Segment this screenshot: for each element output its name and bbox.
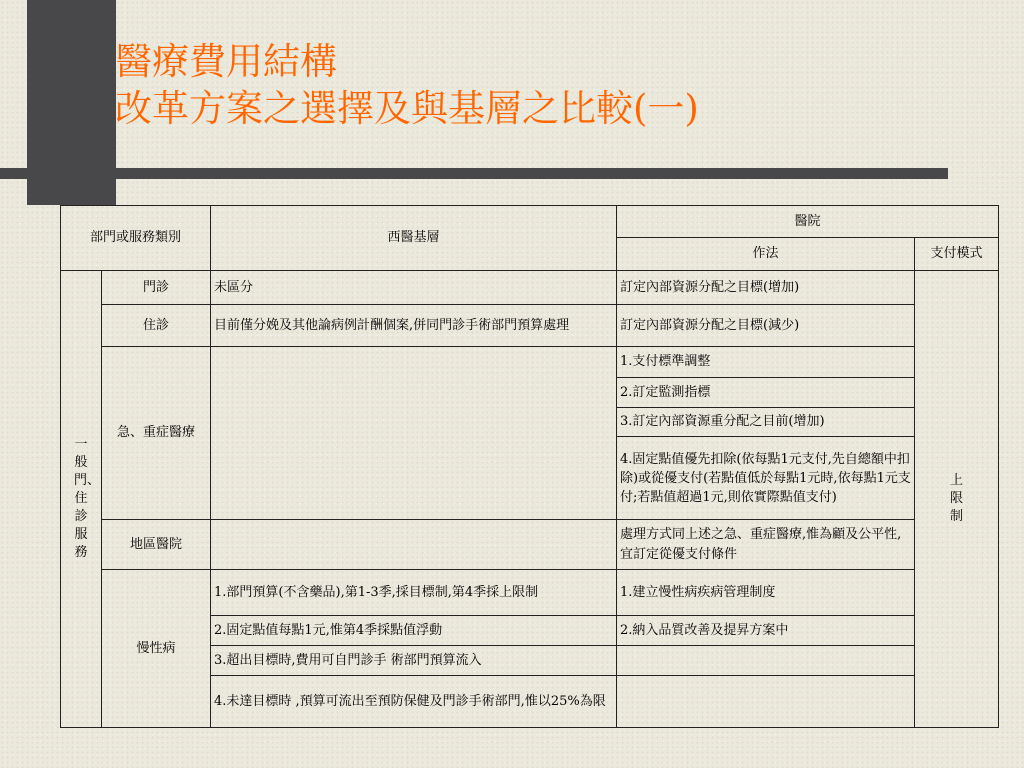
title-line-2: 改革方案之選擇及與基層之比較(一) xyxy=(115,87,699,130)
header-hospital: 醫院 xyxy=(617,206,999,238)
regional-hospital: 處理方式同上述之急、重症醫療,惟為顧及公平性,宜訂定從優支付條件 xyxy=(617,520,915,570)
emergency-western xyxy=(211,347,617,520)
emergency-item-1: 1.支付標準調整 xyxy=(617,347,915,378)
title-line-1: 醫療費用結構 xyxy=(115,40,337,83)
row-label-inpatient: 住診 xyxy=(102,305,211,347)
outpatient-western: 未區分 xyxy=(211,271,617,305)
group-label-cell xyxy=(61,271,102,728)
chronic-western-4: 4.未達目標時 ,預算可流出至預防保健及門診手術部門,惟以25%為限 xyxy=(211,676,617,728)
chronic-western-3: 3.超出目標時,費用可自門診手 術部門預算流入 xyxy=(211,646,617,676)
chronic-hospital-1: 1.建立慢性病疾病管理制度 xyxy=(617,570,915,616)
row-label-outpatient: 門診 xyxy=(102,271,211,305)
chronic-western-1: 1.部門預算(不含藥品),第1-3季,採目標制,第4季採上限制 xyxy=(211,570,617,616)
inpatient-western: 目前僅分娩及其他論病例計酬個案,併同門診手術部門預算處理 xyxy=(211,305,617,347)
header-method: 作法 xyxy=(617,238,915,271)
payment-mode: 上限制 xyxy=(950,473,964,524)
decorative-horizontal-bar xyxy=(0,168,948,179)
header-payment: 支付模式 xyxy=(915,238,999,271)
header-dept: 部門或服務類別 xyxy=(61,206,211,271)
row-label-regional: 地區醫院 xyxy=(102,520,211,570)
emergency-item-2: 2.訂定監測指標 xyxy=(617,378,915,408)
emergency-item-3: 3.訂定內部資源重分配之目前(增加) xyxy=(617,408,915,437)
slide-title xyxy=(115,38,699,132)
inpatient-hospital: 訂定內部資源分配之目標(減少) xyxy=(617,305,915,347)
chronic-hospital-3 xyxy=(617,646,915,676)
chronic-hospital-2: 2.納入品質改善及提昇方案中 xyxy=(617,616,915,646)
regional-western xyxy=(211,520,617,570)
outpatient-hospital: 訂定內部資源分配之目標(增加) xyxy=(617,271,915,305)
emergency-item-4: 4.固定點值優先扣除(依每點1元支付,先自總額中扣除)或從優支付(若點值低於每點1元時,依每點1元支付;若點值超過1元,則依實際點值支付) xyxy=(617,437,915,520)
chronic-western-2: 2.固定點值每點1元,惟第4季採點值浮動 xyxy=(211,616,617,646)
group-label: 一般門、住診服務 xyxy=(74,437,101,560)
row-label-chronic: 慢性病 xyxy=(102,570,211,728)
chronic-hospital-4 xyxy=(617,676,915,728)
row-label-emergency: 急、重症醫療 xyxy=(102,347,211,520)
header-western: 西醫基層 xyxy=(211,206,617,271)
comparison-table xyxy=(60,205,999,728)
payment-mode-cell xyxy=(915,271,999,728)
